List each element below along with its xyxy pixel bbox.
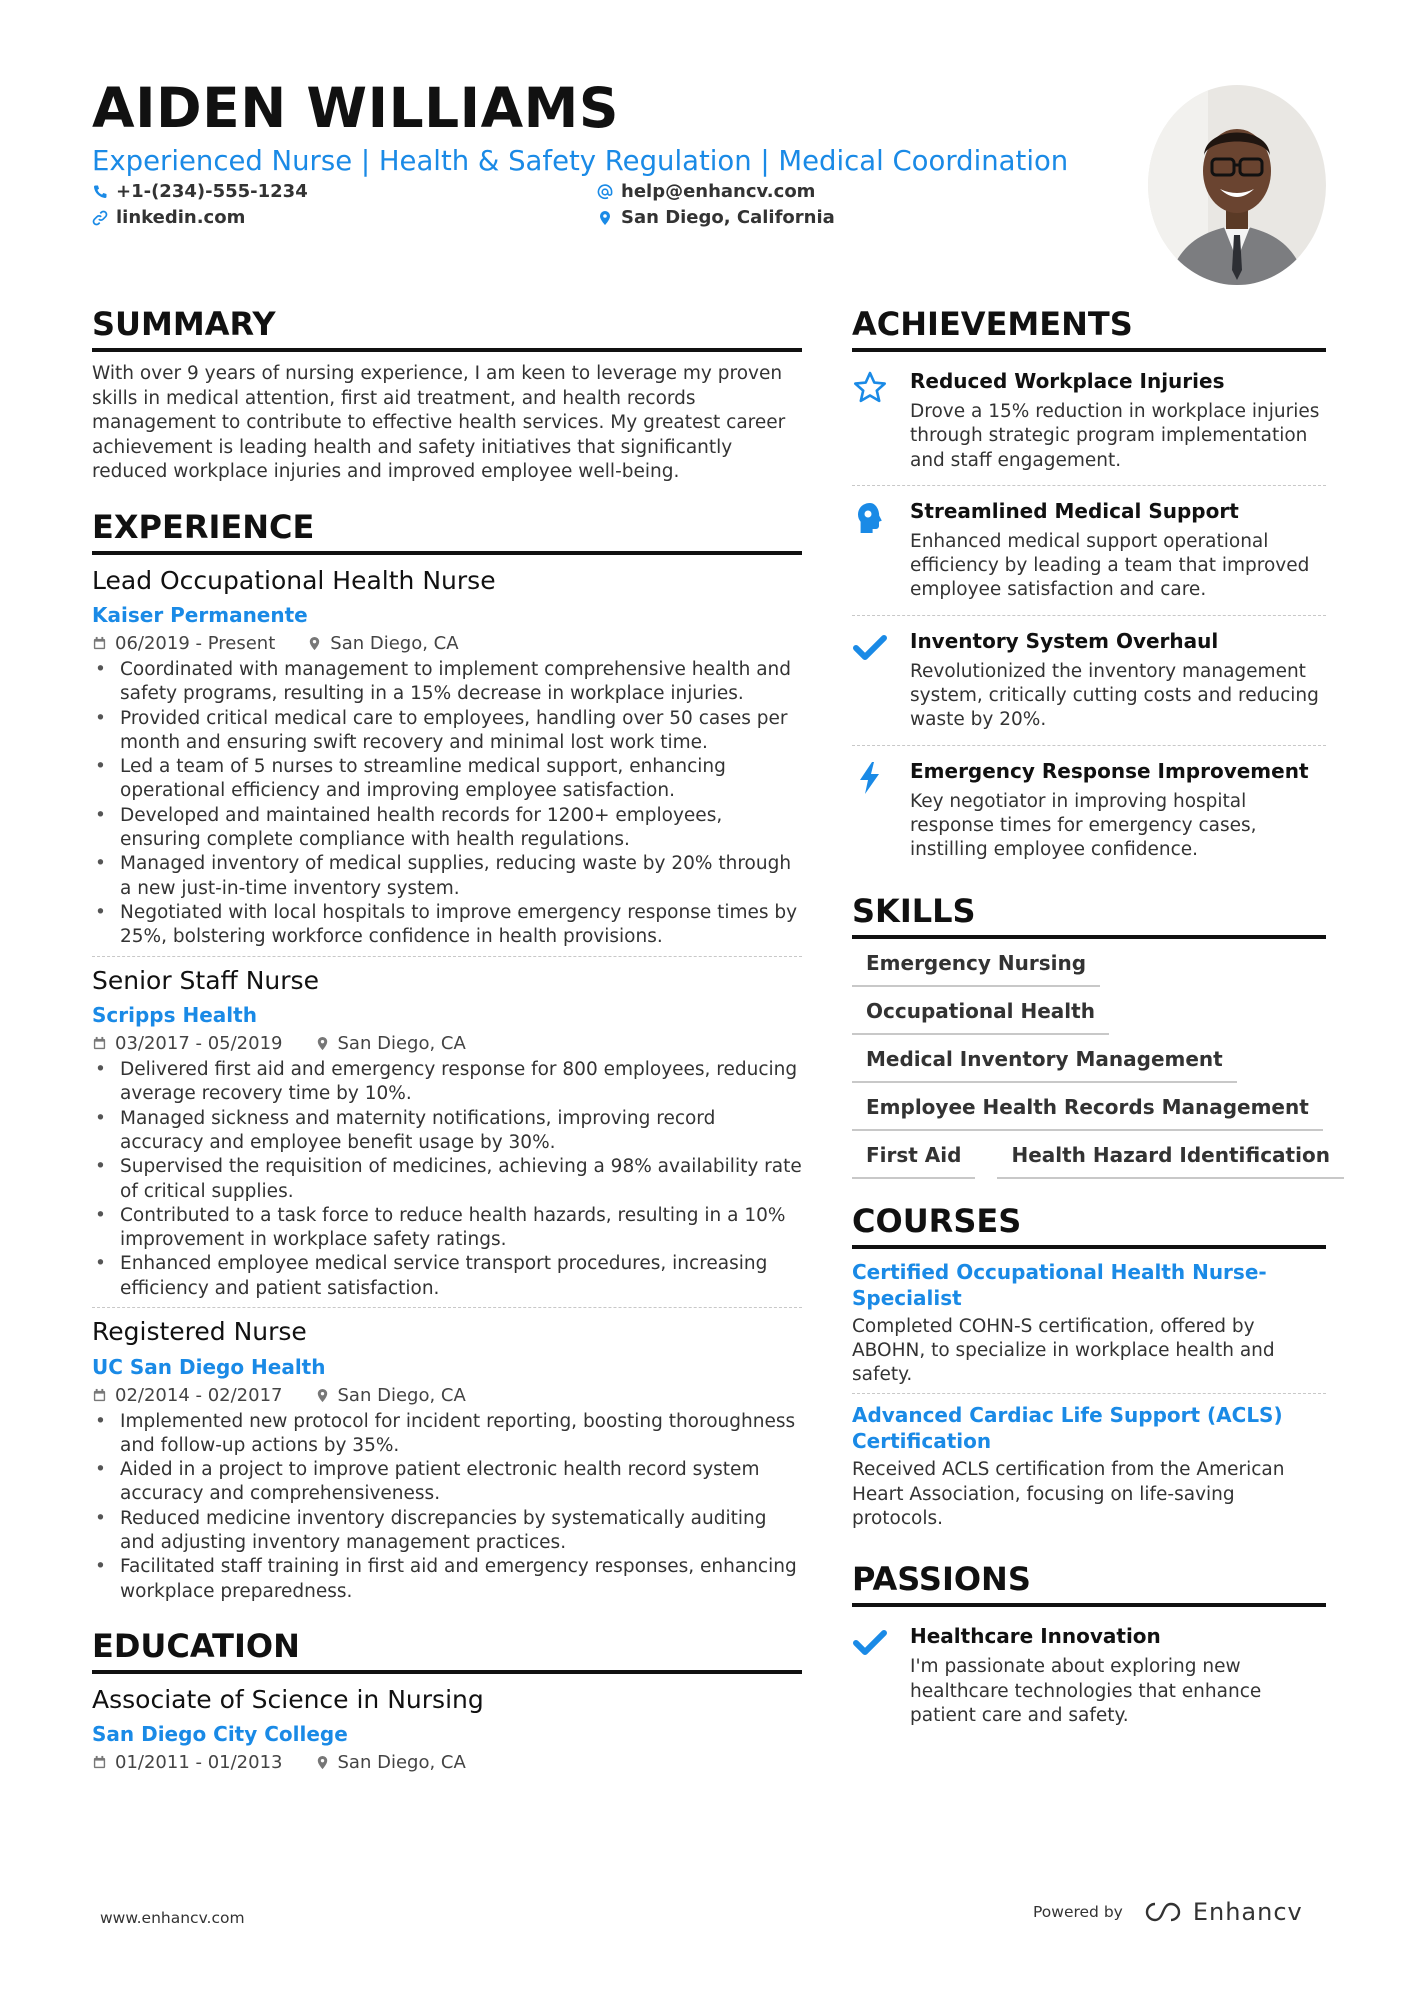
email-contact[interactable]	[597, 181, 815, 202]
job-bullet: • Contributed to a task force to reduce health hazards, resulting in a 10% improvement in workplace safety ratings.	[92, 1204, 802, 1253]
achievement-desc: Enhanced medical support operational efficiency by leading a team that improved employee satisfaction and care.	[910, 530, 1310, 601]
phone-icon	[92, 184, 108, 200]
achievement-item	[852, 622, 1326, 741]
calendar-icon	[92, 636, 107, 651]
job-bullet: • Coordinated with management to implement comprehensive health and safety programs, resulting in a 15% decrease in workplace injuries.	[92, 658, 802, 707]
passion-desc: I'm passionate about exploring new healthcare technologies that enhance patient care and safety.	[910, 1656, 1262, 1726]
star-icon	[852, 370, 888, 406]
job-bullet: • Managed sickness and maternity notifications, improving record accuracy and employee benefit usage by 30%.	[92, 1107, 802, 1156]
course-item	[852, 1259, 1326, 1388]
skill-tag: Occupational Health	[852, 999, 1109, 1035]
course-desc: Received ACLS certification from the American Heart Association, focusing on life-saving protocols.	[852, 1459, 1285, 1530]
courses-heading: COURSES	[852, 1201, 1326, 1249]
job-bullet: • Aided in a project to improve patient electronic health record system accuracy and comprehensiveness.	[92, 1458, 802, 1507]
job-entry	[92, 565, 802, 950]
achievement-title: Reduced Workplace Injuries	[910, 369, 1225, 393]
calendar-icon	[92, 1755, 107, 1770]
course-title: Certified Occupational Health Nurse-Specialist	[852, 1259, 1267, 1310]
skill-tag: Employee Health Records Management	[852, 1095, 1323, 1131]
skills-heading: SKILLS	[852, 891, 1326, 939]
enhancv-logo	[1141, 1898, 1303, 1926]
divider	[852, 745, 1326, 746]
location-pin-icon	[315, 1036, 330, 1051]
left-column	[92, 304, 802, 1777]
company-name: Kaiser Permanente	[92, 603, 308, 627]
divider	[852, 1393, 1326, 1394]
achievement-desc: Key negotiator in improving hospital response times for emergency cases, instilling employee confidence.	[910, 790, 1257, 861]
achievement-title: Emergency Response Improvement	[910, 758, 1309, 783]
school-name: San Diego City College	[92, 1722, 348, 1747]
skill-tag: Medical Inventory Management	[852, 1047, 1237, 1083]
job-bullet: • Negotiated with local hospitals to improve emergency response times by 25%, bolstering workforce confidence in health provisions.	[92, 901, 802, 950]
achievement-desc: Drove a 15% reduction in workplace injuries through strategic program implementation and staff engagement.	[910, 401, 1320, 471]
education-location: San Diego, CA	[337, 1752, 466, 1774]
summary-heading: SUMMARY	[92, 304, 802, 352]
location-text: San Diego, California	[621, 207, 835, 228]
phone-text: +1-(234)-555-1234	[116, 181, 308, 202]
job-bullet: • Reduced medicine inventory discrepancies by systematically auditing and adjusting inventory management practices.	[92, 1507, 802, 1556]
experience-heading: EXPERIENCE	[92, 507, 802, 555]
lightning-icon	[852, 760, 888, 796]
job-bullet: • Provided critical medical care to employees, handling over 50 cases per month and ensuring swift recovery and minimal lost work time.	[92, 707, 802, 756]
job-location: San Diego, CA	[337, 1384, 466, 1406]
skill-tag: Health Hazard Identification	[997, 1143, 1343, 1179]
checkmark-icon	[852, 1625, 888, 1661]
passions-heading: PASSIONS	[852, 1559, 1326, 1607]
achievement-item	[852, 362, 1326, 481]
linkedin-contact[interactable]	[92, 207, 245, 228]
course-item	[852, 1402, 1326, 1531]
job-dates: 06/2019 - Present	[115, 633, 276, 654]
enhancv-logo-icon	[1141, 1900, 1185, 1924]
education-entry	[92, 1684, 802, 1774]
divider	[92, 1307, 802, 1308]
right-column	[852, 304, 1330, 1736]
job-location: San Diego, CA	[337, 1033, 466, 1055]
job-entry	[92, 965, 802, 1301]
job-dates: 02/2014 - 02/2017	[115, 1384, 283, 1406]
divider	[852, 485, 1326, 486]
headline: Experienced Nurse | Health & Safety Regulation | Medical Coordination	[92, 145, 1069, 177]
job-bullet: • Supervised the requisition of medicines, achieving a 98% availability rate of critical supplies.	[92, 1155, 802, 1204]
job-meta	[92, 1033, 802, 1054]
achievements-heading: ACHIEVEMENTS	[852, 304, 1326, 352]
job-bullets	[92, 658, 802, 950]
job-entry	[92, 1316, 802, 1604]
job-bullet: • Facilitated staff training in first aid and emergency responses, enhancing workplace preparedness.	[92, 1555, 802, 1604]
job-bullet: • Led a team of 5 nurses to streamline medical support, enhancing operational efficiency and improving employee satisfaction.	[92, 755, 802, 804]
achievement-title: Inventory System Overhaul	[910, 628, 1219, 653]
skill-tag: First Aid	[852, 1143, 975, 1179]
job-bullet: • Enhanced employee medical service transport procedures, increasing efficiency and patient satisfaction.	[92, 1252, 802, 1301]
powered-by-text: Powered by	[1033, 1903, 1123, 1921]
location-pin-icon	[597, 210, 613, 226]
head-icon	[852, 500, 888, 536]
course-title: Advanced Cardiac Life Support (ACLS) Certification	[852, 1403, 1283, 1454]
footer-branding[interactable]	[1033, 1898, 1303, 1926]
location-pin-icon	[315, 1388, 330, 1403]
degree-title: Associate of Science in Nursing	[92, 1684, 484, 1714]
achievement-item	[852, 752, 1326, 871]
job-bullet: • Developed and maintained health records for 1200+ employees, ensuring complete compliance with health regulations.	[92, 804, 802, 853]
location-pin-icon	[307, 636, 322, 651]
calendar-icon	[92, 1388, 107, 1403]
candidate-name: AIDEN WILLIAMS	[92, 76, 620, 140]
divider	[92, 956, 802, 957]
location-pin-icon	[315, 1755, 330, 1770]
calendar-icon	[92, 1036, 107, 1051]
job-bullets	[92, 1058, 802, 1301]
job-location: San Diego, CA	[330, 633, 459, 654]
linkedin-text: linkedin.com	[116, 207, 246, 228]
education-meta	[92, 1752, 802, 1773]
footer-website[interactable]: www.enhancv.com	[100, 1909, 245, 1927]
at-icon	[597, 184, 613, 200]
location-contact	[597, 207, 835, 228]
job-bullet: • Implemented new protocol for incident reporting, boosting thoroughness and follow-up actions by 35%.	[92, 1410, 802, 1459]
achievement-item	[852, 492, 1326, 611]
passion-item	[852, 1617, 1326, 1736]
job-bullets	[92, 1410, 802, 1604]
course-desc: Completed COHN-S certification, offered by ABOHN, to specialize in workplace health and safety.	[852, 1315, 1275, 1386]
skills-list	[852, 950, 1330, 1179]
phone-contact[interactable]	[92, 181, 308, 202]
summary-text: With over 9 years of nursing experience, I am keen to leverage my proven skills in medical attention, first aid treatment, and health records management to contribute to effective health services. My greatest career achievement is leading health and safety initiatives that significantly reduced workplace injuries and improved employee well-being.	[92, 363, 786, 482]
link-icon	[92, 210, 108, 226]
brand-name: Enhancv	[1192, 1898, 1303, 1926]
job-meta	[92, 1385, 802, 1406]
achievement-title: Streamlined Medical Support	[910, 498, 1239, 523]
divider	[852, 615, 1326, 616]
job-meta	[92, 633, 802, 654]
job-title: Registered Nurse	[92, 1317, 307, 1347]
company-name: Scripps Health	[92, 1003, 257, 1028]
company-name: UC San Diego Health	[92, 1354, 326, 1379]
education-dates: 01/2011 - 01/2013	[115, 1752, 283, 1774]
skill-tag: Emergency Nursing	[852, 951, 1100, 987]
job-dates: 03/2017 - 05/2019	[115, 1033, 283, 1055]
job-bullet: • Delivered first aid and emergency response for 800 employees, reducing average recovery time by 10%.	[92, 1058, 802, 1107]
job-bullet: • Managed inventory of medical supplies, reducing waste by 20% through a new just-in-time inventory system.	[92, 852, 802, 901]
education-heading: EDUCATION	[92, 1626, 802, 1674]
job-title: Senior Staff Nurse	[92, 965, 319, 995]
achievement-desc: Revolutionized the inventory management system, critically cutting costs and reducing waste by 20%.	[910, 660, 1319, 731]
checkmark-icon	[852, 630, 888, 666]
passion-title: Healthcare Innovation	[910, 1624, 1161, 1649]
profile-photo	[1148, 85, 1326, 285]
job-title: Lead Occupational Health Nurse	[92, 565, 496, 595]
email-text: help@enhancv.com	[621, 181, 816, 202]
